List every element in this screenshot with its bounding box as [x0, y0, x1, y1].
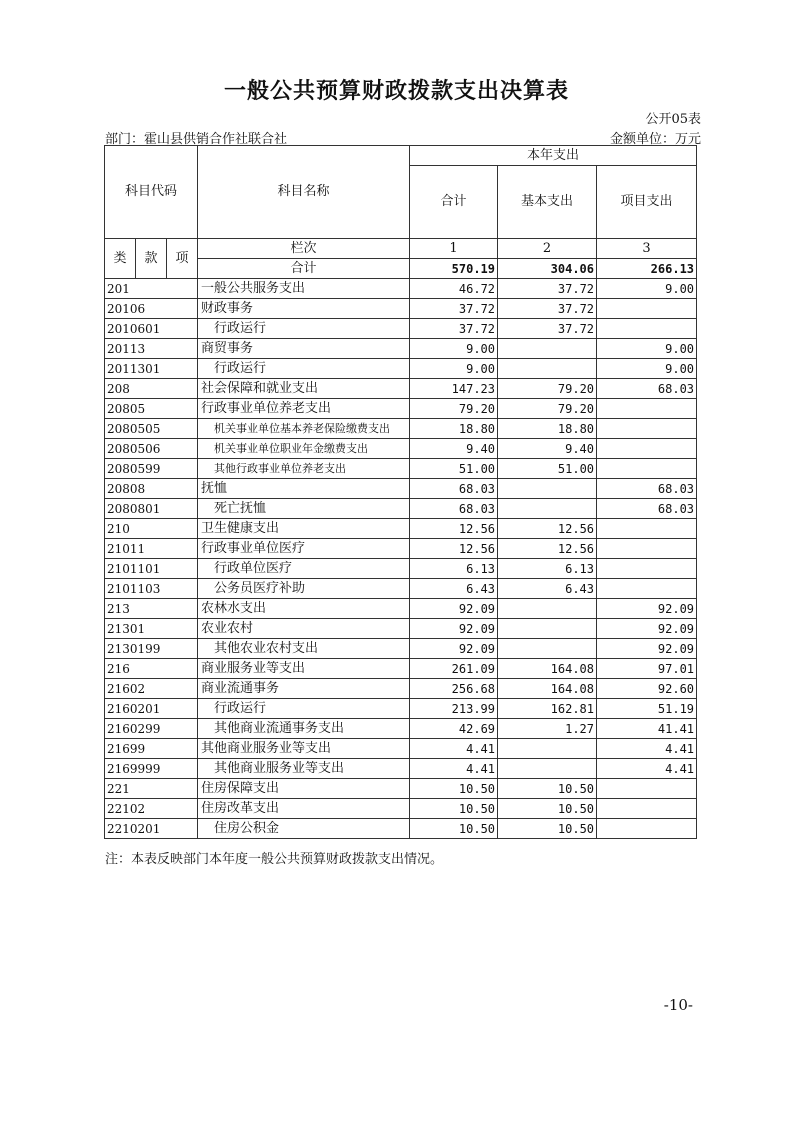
row-total: 9.00 — [410, 339, 498, 359]
row-code: 201 — [105, 279, 198, 299]
header-project: 项目支出 — [597, 166, 697, 239]
row-code: 21602 — [105, 679, 198, 699]
table-row — [105, 379, 697, 399]
row-basic — [498, 739, 597, 759]
row-total: 256.68 — [410, 679, 498, 699]
table-row — [105, 559, 697, 579]
row-project — [597, 539, 697, 559]
row-project — [597, 559, 697, 579]
row-project: 97.01 — [597, 659, 697, 679]
header-col1: 1 — [410, 239, 498, 259]
row-code: 20113 — [105, 339, 198, 359]
row-code: 21011 — [105, 539, 198, 559]
row-project: 92.09 — [597, 599, 697, 619]
row-name: 其他商业流通事务支出 — [198, 719, 410, 739]
row-project: 92.09 — [597, 619, 697, 639]
table-row — [105, 679, 697, 699]
table-row — [105, 719, 697, 739]
row-total: 4.41 — [410, 739, 498, 759]
header-current-year: 本年支出 — [410, 146, 697, 166]
table-row — [105, 499, 697, 519]
row-basic — [498, 479, 597, 499]
unit-label: 金额单位：万元 — [609, 132, 701, 147]
row-total: 147.23 — [410, 379, 498, 399]
page-title: 一般公共预算财政拨款支出决算表 — [223, 78, 569, 104]
row-total: 92.09 — [410, 639, 498, 659]
row-basic: 9.40 — [498, 439, 597, 459]
row-name: 社会保障和就业支出 — [198, 379, 410, 399]
header-name: 科目名称 — [198, 146, 410, 239]
table-row — [105, 779, 697, 799]
row-name: 其他农业农村支出 — [198, 639, 410, 659]
row-code: 208 — [105, 379, 198, 399]
table-row — [105, 599, 697, 619]
row-name: 商贸事务 — [198, 339, 410, 359]
row-project: 9.00 — [597, 279, 697, 299]
row-name: 行政事业单位医疗 — [198, 539, 410, 559]
header-column-no: 栏次 — [198, 239, 410, 259]
table-row — [105, 659, 697, 679]
table-row — [105, 619, 697, 639]
table-row — [105, 279, 697, 299]
row-project: 4.41 — [597, 759, 697, 779]
row-basic: 12.56 — [498, 519, 597, 539]
row-name: 机关事业单位职业年金缴费支出 — [198, 439, 410, 459]
header-basic: 基本支出 — [498, 166, 597, 239]
row-code: 2101103 — [105, 579, 198, 599]
row-code: 2080801 — [105, 499, 198, 519]
row-project — [597, 579, 697, 599]
row-name: 公务员医疗补助 — [198, 579, 410, 599]
row-name: 行政单位医疗 — [198, 559, 410, 579]
row-basic: 10.50 — [498, 799, 597, 819]
row-basic — [498, 619, 597, 639]
table-row — [105, 399, 697, 419]
row-basic: 10.50 — [498, 779, 597, 799]
row-project: 9.00 — [597, 339, 697, 359]
row-total: 42.69 — [410, 719, 498, 739]
table-row — [105, 339, 697, 359]
row-total: 10.50 — [410, 819, 498, 839]
row-code: 2160299 — [105, 719, 198, 739]
row-project — [597, 779, 697, 799]
table-row — [105, 459, 697, 479]
row-project — [597, 419, 697, 439]
row-name: 商业服务业等支出 — [198, 659, 410, 679]
row-code: 2080505 — [105, 419, 198, 439]
page-number: -10- — [663, 996, 693, 1014]
row-total: 12.56 — [410, 519, 498, 539]
department-label: 部门：霍山县供销合作社联合社 — [105, 132, 288, 147]
row-basic: 164.08 — [498, 679, 597, 699]
table-row — [105, 819, 697, 839]
row-total: 12.56 — [410, 539, 498, 559]
row-total: 261.09 — [410, 659, 498, 679]
table-row — [105, 319, 697, 339]
row-basic: 164.08 — [498, 659, 597, 679]
row-name: 抚恤 — [198, 479, 410, 499]
row-name: 商业流通事务 — [198, 679, 410, 699]
row-total: 92.09 — [410, 599, 498, 619]
footnote: 注：本表反映部门本年度一般公共预算财政拨款支出情况。 — [105, 852, 444, 867]
row-name: 住房保障支出 — [198, 779, 410, 799]
table-row — [105, 799, 697, 819]
row-project — [597, 819, 697, 839]
row-basic: 79.20 — [498, 399, 597, 419]
row-basic — [498, 639, 597, 659]
row-basic — [498, 339, 597, 359]
row-project: 41.41 — [597, 719, 697, 739]
header-col3: 3 — [597, 239, 697, 259]
row-code: 20808 — [105, 479, 198, 499]
row-total: 51.00 — [410, 459, 498, 479]
row-name: 住房公积金 — [198, 819, 410, 839]
table-row — [105, 639, 697, 659]
row-total: 6.43 — [410, 579, 498, 599]
row-total: 10.50 — [410, 779, 498, 799]
table-row — [105, 759, 697, 779]
row-total: 6.13 — [410, 559, 498, 579]
row-code: 22102 — [105, 799, 198, 819]
row-code: 210 — [105, 519, 198, 539]
row-basic: 37.72 — [498, 319, 597, 339]
row-code: 213 — [105, 599, 198, 619]
table-row — [105, 299, 697, 319]
row-basic: 51.00 — [498, 459, 597, 479]
row-basic — [498, 599, 597, 619]
row-code: 21301 — [105, 619, 198, 639]
table-row — [105, 699, 697, 719]
row-project: 51.19 — [597, 699, 697, 719]
row-project: 68.03 — [597, 379, 697, 399]
row-total: 4.41 — [410, 759, 498, 779]
row-project — [597, 459, 697, 479]
row-code: 2210201 — [105, 819, 198, 839]
row-total: 18.80 — [410, 419, 498, 439]
table-row — [105, 359, 697, 379]
row-name: 行政运行 — [198, 319, 410, 339]
row-basic: 10.50 — [498, 819, 597, 839]
row-total: 46.72 — [410, 279, 498, 299]
row-project: 92.09 — [597, 639, 697, 659]
row-total: 9.40 — [410, 439, 498, 459]
table-row — [105, 539, 697, 559]
row-project — [597, 439, 697, 459]
table-row — [105, 519, 697, 539]
total-row-total: 570.19 — [410, 259, 498, 279]
row-name: 行政运行 — [198, 359, 410, 379]
row-project — [597, 299, 697, 319]
row-name: 行政事业单位养老支出 — [198, 399, 410, 419]
row-basic — [498, 499, 597, 519]
row-name: 其他商业服务业等支出 — [198, 759, 410, 779]
row-total: 213.99 — [410, 699, 498, 719]
row-project: 9.00 — [597, 359, 697, 379]
row-basic: 79.20 — [498, 379, 597, 399]
row-basic: 18.80 — [498, 419, 597, 439]
form-number: 公开05表 — [645, 112, 701, 127]
row-code: 21699 — [105, 739, 198, 759]
row-project: 92.60 — [597, 679, 697, 699]
row-project: 68.03 — [597, 499, 697, 519]
row-basic: 1.27 — [498, 719, 597, 739]
total-row-label: 合计 — [198, 259, 410, 279]
header-kuan: 款 — [136, 239, 167, 279]
row-total: 37.72 — [410, 299, 498, 319]
row-project: 68.03 — [597, 479, 697, 499]
row-code: 2010601 — [105, 319, 198, 339]
row-basic: 6.13 — [498, 559, 597, 579]
header-col2: 2 — [498, 239, 597, 259]
expenditure-table — [104, 145, 697, 839]
row-total: 68.03 — [410, 479, 498, 499]
row-basic: 6.43 — [498, 579, 597, 599]
row-code: 216 — [105, 659, 198, 679]
row-total: 37.72 — [410, 319, 498, 339]
row-basic — [498, 359, 597, 379]
table-row — [105, 739, 697, 759]
row-name: 死亡抚恤 — [198, 499, 410, 519]
row-name: 其他行政事业单位养老支出 — [198, 459, 410, 479]
row-project — [597, 799, 697, 819]
row-name: 农业农村 — [198, 619, 410, 639]
row-code: 2169999 — [105, 759, 198, 779]
header-code: 科目代码 — [105, 146, 198, 239]
table-row — [105, 579, 697, 599]
row-code: 2160201 — [105, 699, 198, 719]
row-basic: 162.81 — [498, 699, 597, 719]
table-row — [105, 419, 697, 439]
row-code: 20805 — [105, 399, 198, 419]
row-code: 2011301 — [105, 359, 198, 379]
row-code: 221 — [105, 779, 198, 799]
row-total: 9.00 — [410, 359, 498, 379]
row-name: 卫生健康支出 — [198, 519, 410, 539]
row-name: 住房改革支出 — [198, 799, 410, 819]
header-xiang: 项 — [167, 239, 198, 279]
row-name: 财政事务 — [198, 299, 410, 319]
row-name: 农林水支出 — [198, 599, 410, 619]
row-project — [597, 319, 697, 339]
row-code: 2130199 — [105, 639, 198, 659]
header-total: 合计 — [410, 166, 498, 239]
row-basic: 37.72 — [498, 299, 597, 319]
row-total: 92.09 — [410, 619, 498, 639]
total-row-basic: 304.06 — [498, 259, 597, 279]
row-project — [597, 519, 697, 539]
table-row — [105, 479, 697, 499]
row-name: 其他商业服务业等支出 — [198, 739, 410, 759]
table-row — [105, 439, 697, 459]
header-lei: 类 — [105, 239, 136, 279]
row-project: 4.41 — [597, 739, 697, 759]
row-total: 79.20 — [410, 399, 498, 419]
row-basic: 12.56 — [498, 539, 597, 559]
row-name: 行政运行 — [198, 699, 410, 719]
row-code: 2080599 — [105, 459, 198, 479]
row-total: 68.03 — [410, 499, 498, 519]
row-code: 2080506 — [105, 439, 198, 459]
row-name: 一般公共服务支出 — [198, 279, 410, 299]
row-code: 20106 — [105, 299, 198, 319]
row-basic: 37.72 — [498, 279, 597, 299]
row-basic — [498, 759, 597, 779]
row-name: 机关事业单位基本养老保险缴费支出 — [198, 419, 410, 439]
total-row-project: 266.13 — [597, 259, 697, 279]
row-total: 10.50 — [410, 799, 498, 819]
row-project — [597, 399, 697, 419]
row-code: 2101101 — [105, 559, 198, 579]
